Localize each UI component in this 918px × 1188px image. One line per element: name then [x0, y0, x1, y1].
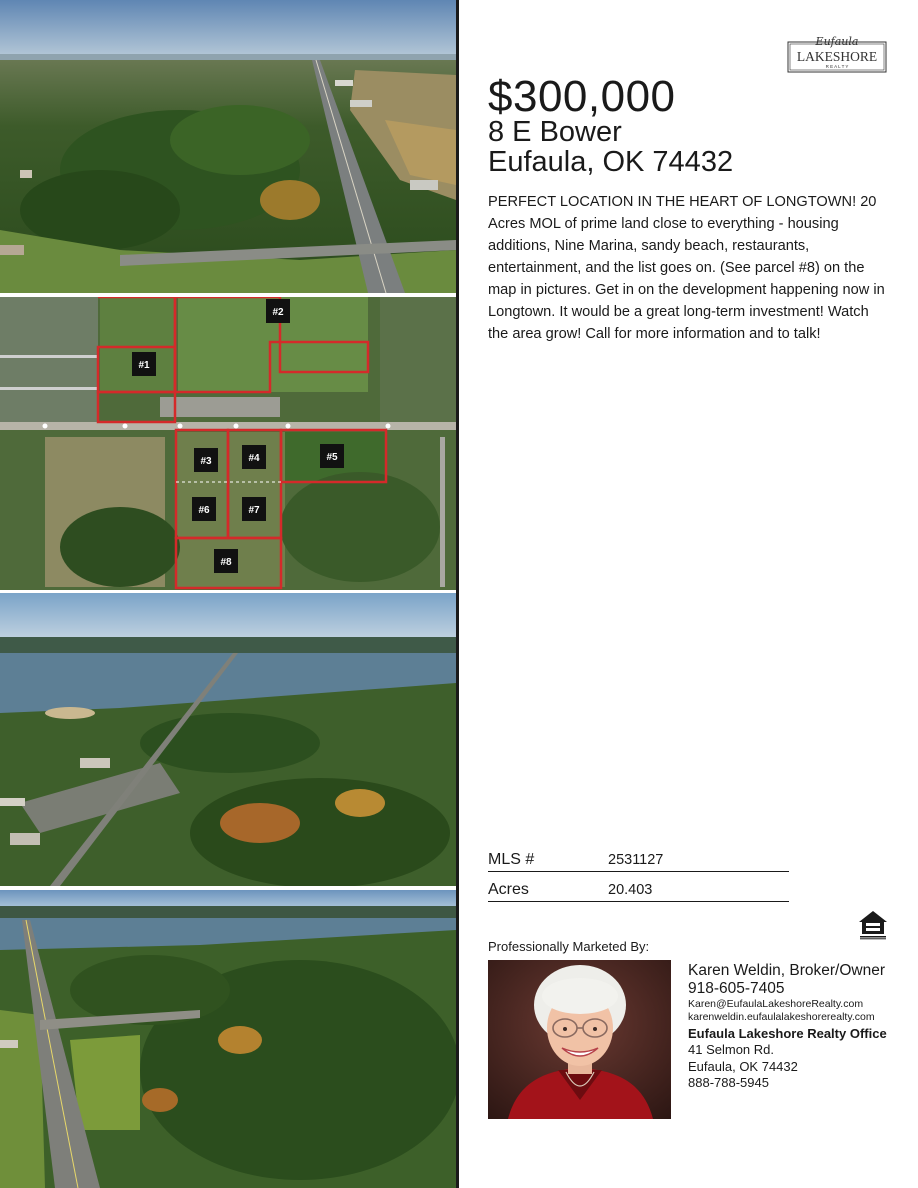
office-city: Eufaula, OK 74432	[688, 1058, 798, 1074]
aerial-photo-highway	[0, 0, 456, 293]
aerial-photo-lake-bridge	[0, 593, 456, 886]
svg-text:LAKESHORE: LAKESHORE	[796, 49, 878, 64]
fact-row-mls	[488, 848, 789, 872]
parcel-label-8: #8	[220, 557, 232, 568]
parcel-label-1: #1	[138, 360, 150, 371]
parcel-label-2: #2	[272, 307, 284, 318]
parcel-label-4: #4	[248, 453, 260, 464]
parcel-label-5: #5	[326, 452, 338, 463]
address-city-state-zip: Eufaula, OK 74432	[488, 146, 734, 178]
agent-website-link[interactable]: karenweldin.eufaulalakeshorerealty.com	[688, 1011, 875, 1023]
office-phone[interactable]: 888-788-5945	[688, 1075, 769, 1090]
agent-name: Karen Weldin, Broker/Owner	[688, 962, 885, 979]
office-name: Eufaula Lakeshore Realty Office	[688, 1026, 887, 1041]
svg-text:R E A L T Y: R E A L T Y	[825, 64, 849, 69]
parcel-label-7: #7	[248, 505, 260, 516]
agent-phone[interactable]: 918-605-7405	[688, 980, 785, 997]
eufaula-lakeshore-realty-logo	[787, 32, 887, 74]
listing-description: PERFECT LOCATION IN THE HEART OF LONGTOWN! 20 Acres MOL of prime land close to everything - housing additions, Nine Marina, sandy beach, restaurants, entertainment, and the list goes on. (See parcel #8) on the map in pictures. Get in on the development happening now in Longtown. It would be a great long-term investment! Watch the area grow! Call for more information and to talk!	[488, 194, 885, 342]
address-street: 8 E Bower	[488, 116, 622, 148]
agent-contact-block	[688, 961, 887, 1092]
parcel-map	[0, 297, 456, 590]
marketed-by-label: Professionally Marketed By:	[488, 939, 650, 954]
fact-label: MLS #	[488, 851, 535, 868]
aerial-photo-highway-lake	[0, 890, 456, 1188]
agent-email-link[interactable]: Karen@EufaulaLakeshoreRealty.com	[688, 998, 864, 1010]
fact-value: 2531127	[608, 852, 664, 868]
svg-text:Eufaula: Eufaula	[815, 35, 859, 48]
parcel-label-6: #6	[198, 505, 210, 516]
photo-column	[0, 0, 456, 1188]
agent-photo	[488, 960, 671, 1119]
listing-price: $300,000	[488, 72, 676, 121]
column-divider	[456, 0, 459, 1188]
parcel-label-3: #3	[200, 456, 212, 467]
office-street: 41 Selmon Rd.	[688, 1042, 774, 1057]
fact-value: 20.403	[608, 882, 653, 898]
fact-label: Acres	[488, 881, 529, 898]
equal-housing-opportunity-icon	[858, 910, 888, 940]
fact-row-acres	[488, 878, 789, 902]
